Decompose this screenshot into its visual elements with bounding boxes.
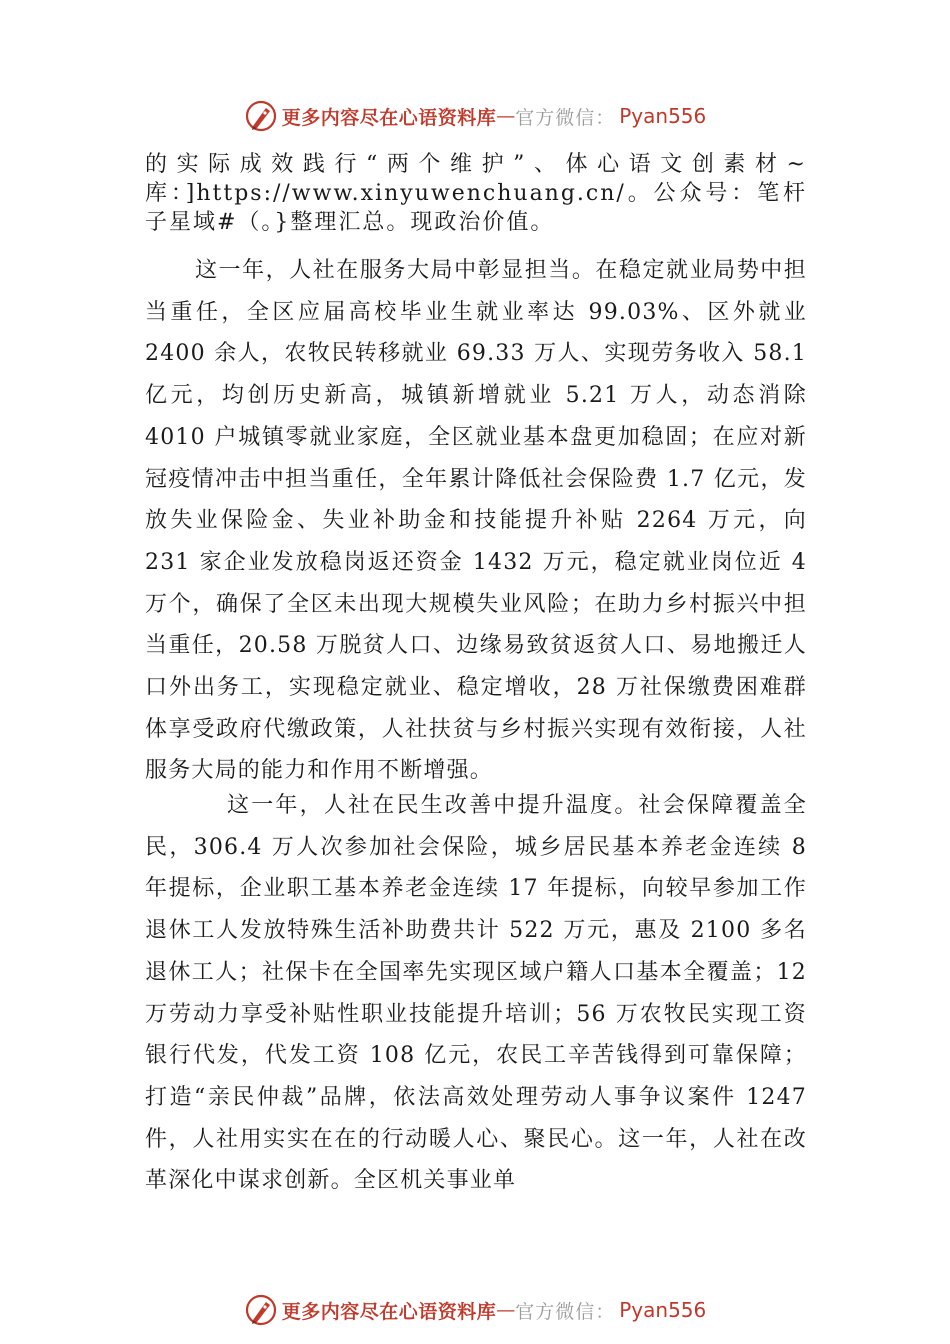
banner-brand-text: 更多内容尽在心语资料库 <box>281 106 497 129</box>
banner-wechat-label: 官方微信： <box>515 1300 616 1323</box>
banner-wechat-id: Pyan556 <box>619 1298 707 1322</box>
header-banner <box>0 96 950 136</box>
banner-wechat-id: Pyan556 <box>619 104 707 128</box>
paragraph-service: 这一年，人社在服务大局中彰显担当。在稳定就业局势中担当重任，全区应届高校毕业生就业率达 99.03%、区外就业 2400 余人，农牧民转移就业 69.33 万人、实现劳务收入 58.1 亿元，均创历史新高，城镇新增就业 5.21 万人，动态消除 4010 户城镇零就业家庭，全区就业基本盘更加稳固；在应对新冠疫情冲击中担当重任，全年累计降低社会保险费 1.7 亿元，发放失业保险金、失业补助金和技能提升补贴 2264 万元，向 231 家企业发放稳岗返还资金 1432 万元，稳定就业岗位近 4 万个，确保了全区未出现大规模失业风险；在助力乡村振兴中担当重任，20.58 万脱贫人口、边缘易致贫返贫人口、易地搬迁人口外出务工，实现稳定就业、稳定增收，28 万社保缴费困难群体享受政府代缴政策，人社扶贫与乡村振兴实现有效衔接，人社服务大局的能力和作用不断增强。 <box>145 258 807 784</box>
footer-banner <box>0 1290 950 1330</box>
banner-separator: — <box>496 105 516 127</box>
banner-brand-text: 更多内容尽在心语资料库 <box>281 1300 497 1323</box>
banner-separator: — <box>496 1299 516 1321</box>
pen-nib-logo-icon <box>244 99 278 133</box>
pen-nib-logo-icon <box>244 1293 278 1327</box>
paragraph-livelihood: 这一年，人社在民生改善中提升温度。社会保障覆盖全民，306.4 万人次参加社会保险，城乡居民基本养老金连续 8 年提标，企业职工基本养老金连续 17 年提标，向较早参加工作退休工人发放特殊生活补助费共计 522 万元，惠及 2100 多名退休工人；社保卡在全国率先实现区域户籍人口基本全覆盖；12 万劳动力享受补贴性职业技能提升培训；56 万农牧民实现工资银行代发，代发工资 108 亿元，农民工辛苦钱得到可靠保障；打造“亲民仲裁”品牌，依法高效处理劳动人事争议案件 1247 件，人社用实实在在的行动暖人心、聚民心。这一年，人社在改革深化中谋求创新。全区机关事业单 <box>145 793 807 1194</box>
banner-wechat-label: 官方微信： <box>515 106 616 129</box>
paragraph-intro: 的实际成效践行“两个维护”、体心语文创素材~库：]https://www.xinyuwenchuang.cn/。公众号：笔杆子星域#（。}整理汇总。现政治价值。 <box>145 152 807 235</box>
